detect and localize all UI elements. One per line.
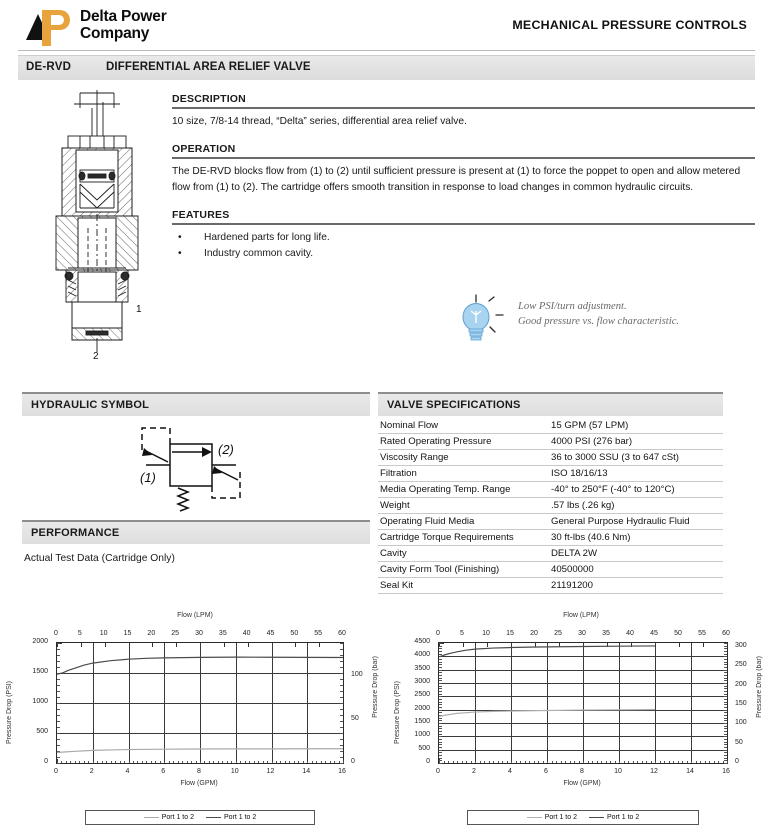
chart-bottom-tick-label: 10 [230,768,239,775]
spec-label: Filtration [378,466,547,482]
chart-y2-tick-label: 150 [735,699,747,707]
chart-bottom-tick-label: 12 [650,768,658,775]
legend-label: Port 1 to 2 [606,814,640,821]
performance-heading: PERFORMANCE [31,527,120,539]
chart-bottom-tick-label: 2 [472,768,476,775]
spec-label: Weight [378,498,547,514]
spec-value: -40° to 250°F (-40° to 120°C) [547,482,723,498]
chart-minor-tick [727,761,728,763]
brand-name-line1: Delta Power [80,8,167,26]
brand-logo [22,6,167,46]
chart-y-tick-label: 4000 [414,651,430,659]
spec-value: 36 to 3000 SSU (3 to 647 cSt) [547,450,723,466]
chart-top-tick-label: 15 [123,630,132,637]
spec-value: 15 GPM (57 LPM) [547,418,723,434]
spec-value: General Purpose Hydraulic Fluid [547,514,723,530]
lightbulb-icon [452,293,512,345]
text-column [172,93,755,261]
chart-y-tick-label: 500 [418,744,430,752]
chart-y-minor-tick [724,763,727,764]
spec-row [378,530,723,546]
chart-y2-tick-label: 100 [735,719,747,727]
chart-y2-tick-label: 200 [735,680,747,688]
specs-header [378,394,723,416]
chart-y-tick-label: 3500 [414,664,430,672]
chart-y2-tick-label: 300 [735,641,747,649]
model-name: DIFFERENTIAL AREA RELIEF VALVE [106,61,311,73]
chart-plot-area [438,642,728,764]
chart-y2-axis-title: Pressure Drop (bar) [756,656,763,718]
performance-chart-low [4,612,386,822]
chart-series-layer [439,643,727,763]
chart-bottom-tick-label: 8 [580,768,584,775]
chart-top-tick [727,643,728,647]
chart-top-tick-label: 30 [578,630,586,637]
spec-row [378,466,723,482]
spec-label: Operating Fluid Media [378,514,547,530]
spec-label: Cartridge Torque Requirements [378,530,547,546]
chart-y2-tick-label: 50 [351,714,359,722]
spec-value: 40500000 [547,562,723,578]
chart-x-axis-title: Flow (GPM) [180,780,218,787]
spec-value: 21191200 [547,578,723,594]
chart-y-tick-label: 0 [44,758,48,765]
chart-top-tick-label: 60 [338,630,346,637]
performance-header [22,522,370,544]
chart-bottom-tick-label: 16 [722,768,730,775]
spec-label: Viscosity Range [378,450,547,466]
chart-bottom-tick-label: 10 [614,768,622,775]
spec-label: Nominal Flow [378,418,547,434]
relief-valve-symbol-icon [22,416,370,514]
spec-label: Media Operating Temp. Range [378,482,547,498]
spec-value: 4000 PSI (276 bar) [547,434,723,450]
features-section [172,209,755,261]
bullet-icon: • [178,232,182,244]
chart-top-tick-label: 15 [506,630,514,637]
chart-y-tick-label: 0 [426,758,430,765]
chart-top-tick-label: 0 [54,630,58,637]
description-body: 10 size, 7/8-14 thread, “Delta” series, differential area relief valve. [172,116,467,127]
chart-y-tick-label: 500 [36,728,48,735]
chart-top-tick-label: 50 [674,630,682,637]
spec-row [378,418,723,434]
chart-bottom-tick-label: 0 [54,768,58,775]
chart-y-minor-tick [57,763,60,764]
chart-y-tick-label: 2000 [32,638,48,645]
valve-specifications-panel [378,392,723,594]
chart-y-minor-tick [340,763,343,764]
spec-label: Cavity Form Tool (Finishing) [378,562,547,578]
specs-heading: VALVE SPECIFICATIONS [387,399,521,411]
chart-bottom-tick-label: 8 [197,768,201,775]
chart-top-tick-label: 0 [436,630,440,637]
spec-value: .57 lbs (.26 kg) [547,498,723,514]
chart-bottom-tick-label: 14 [302,768,311,775]
spec-row [378,498,723,514]
chart-top-tick-label: 5 [77,630,82,637]
tip-line-2: Good pressure vs. flow characteristic. [518,316,680,327]
chart-top-tick-label: 40 [242,630,251,637]
chart-top-tick-label: 55 [314,630,323,637]
spec-row [378,578,723,594]
feature-item-0 [174,230,755,245]
chart-top-tick-label: 5 [460,630,464,637]
chart-y-tick-label: 2500 [414,691,430,699]
chart-plot-area [56,642,344,764]
chart-bottom-tick-label: 4 [508,768,512,775]
chart-legend [467,810,699,825]
spacer-1 [172,129,755,143]
features-rule [172,223,755,225]
chart-bottom-tick-label: 2 [89,768,94,775]
spec-value: DELTA 2W [547,546,723,562]
delta-power-logo-icon [22,6,74,46]
chart-y2-tick-label: 100 [351,671,363,679]
page-header [0,0,773,52]
chart-top-tick-label: 45 [650,630,658,637]
performance-note: Actual Test Data (Cartridge Only) [24,553,175,564]
chart-bottom-tick-label: 6 [161,768,166,775]
operation-body: The DE-RVD blocks flow from (1) to (2) until sufficient pressure is present at (1) to force the poppet to open and allow metered flow from (1) to (2). The cartridge offers smooth transition in response to load changes in common hydraulic circuits. [172,166,741,193]
legend-entry-0 [527,814,577,821]
chart-y-axis-title: Pressure Drop (PSI) [394,680,401,744]
chart-top-tick-label: 10 [99,630,108,637]
chart-top-tick-label: 55 [698,630,706,637]
feature-label-1: Industry common cavity. [204,247,314,259]
chart-top-axis-title: Flow (LPM) [563,612,599,619]
features-heading: FEATURES [172,209,230,222]
bullet-icon: • [178,247,182,259]
chart-series-line-0 [57,749,343,753]
legend-swatch-icon [589,817,604,818]
chart-series-line-1 [439,646,655,657]
chart-bottom-tick-label: 6 [544,768,548,775]
spec-row [378,562,723,578]
chart-y2-tick-label: 0 [735,758,739,765]
legend-swatch-icon [206,817,221,818]
chart-bottom-tick-label: 12 [266,768,275,775]
chart-minor-tick [343,761,344,763]
tip-callout [452,293,752,345]
hydraulic-symbol-body [22,416,370,514]
chart-top-tick-label: 20 [530,630,538,637]
chart-top-tick-label: 25 [554,630,562,637]
description-rule [172,107,755,109]
chart-top-tick-label: 30 [195,630,203,637]
brand-name-line2: Company [80,25,150,42]
performance-chart-high [392,612,770,822]
chart-y-tick-label: 4500 [414,638,430,645]
spec-value: 30 ft-lbs (40.6 Nm) [547,530,723,546]
operation-rule [172,157,755,159]
operation-heading: OPERATION [172,143,236,156]
chart-bottom-tick-label: 14 [686,768,694,775]
legend-label: Port 1 to 2 [544,814,577,821]
legend-entry-1 [206,814,256,821]
chart-top-tick-label: 40 [626,630,634,637]
operation-section [172,143,755,195]
legend-swatch-icon [144,817,159,818]
legend-swatch-icon [527,817,542,818]
port-label-2: 2 [93,351,99,360]
chart-y2-tick-label: 50 [735,738,743,746]
chart-y-tick-label: 1000 [32,698,48,705]
spec-row [378,450,723,466]
chart-y-tick-label: 3000 [414,678,430,685]
feature-item-1 [174,246,755,261]
feature-label-0: Hardened parts for long life. [204,232,330,244]
legend-entry-0 [144,814,194,821]
header-divider [18,50,755,51]
chart-series-line-1 [57,657,343,674]
chart-top-tick-label: 20 [147,630,156,637]
chart-top-tick-label: 10 [482,630,490,637]
specs-table-body [378,418,723,594]
spec-label: Rated Operating Pressure [378,434,547,450]
chart-x-axis-title: Flow (GPM) [563,780,601,787]
chart-y-tick-label: 1000 [414,731,430,739]
chart-y-tick-label: 1500 [414,718,430,725]
chart-legend [85,810,316,825]
spec-value: ISO 18/16/13 [547,466,723,482]
chart-y2-axis-title: Pressure Drop (bar) [372,656,379,718]
model-bar [18,55,755,80]
chart-top-tick-label: 45 [266,630,275,637]
description-heading: DESCRIPTION [172,93,246,105]
description-section [172,93,755,129]
symbol-port-out-label: (2) [218,442,234,457]
chart-top-tick-label: 60 [722,630,730,637]
performance-panel [22,520,370,564]
chart-y-minor-tick [439,763,442,764]
spec-row [378,546,723,562]
brand-name [80,9,167,42]
legend-label: Port 1 to 2 [223,814,257,821]
spec-label: Seal Kit [378,578,547,594]
chart-top-tick-label: 25 [171,630,180,637]
valve-cross-section-diagram [38,88,170,360]
symbol-port-in-label: (1) [140,470,156,485]
model-code: DE-RVD [26,61,72,73]
chart-y2-tick-label: 0 [351,758,355,765]
chart-top-tick-label: 50 [290,630,299,637]
hydraulic-symbol-panel [22,392,370,514]
chart-y2-tick-label: 250 [735,661,747,669]
spec-row [378,434,723,450]
chart-top-tick-label: 35 [602,630,610,637]
chart-top-tick-label: 35 [218,630,227,637]
page-title: MECHANICAL PRESSURE CONTROLS [512,18,747,32]
port-label-1: 1 [136,304,142,315]
chart-y-tick-label: 2000 [414,704,430,712]
spec-row [378,482,723,498]
hydraulic-symbol-heading: HYDRAULIC SYMBOL [31,399,150,411]
chart-y-tick-label: 1500 [32,668,48,675]
legend-entry-1 [589,814,639,821]
chart-series-layer [57,643,343,763]
hydraulic-symbol-header [22,394,370,416]
tip-line-1: Low PSI/turn adjustment. [518,301,627,312]
spec-label: Cavity [378,546,547,562]
tip-text [518,299,679,329]
chart-y-axis-title: Pressure Drop (PSI) [6,680,13,744]
legend-label: Port 1 to 2 [161,814,194,821]
chart-series-line-0 [439,710,655,717]
chart-top-tick [343,643,344,647]
spec-row [378,514,723,530]
chart-bottom-tick-label: 4 [125,768,130,775]
chart-bottom-tick-label: 16 [338,768,346,775]
specs-table [378,418,723,594]
spacer-2 [172,195,755,209]
chart-top-axis-title: Flow (LPM) [177,612,213,619]
chart-bottom-tick-label: 0 [436,768,440,775]
